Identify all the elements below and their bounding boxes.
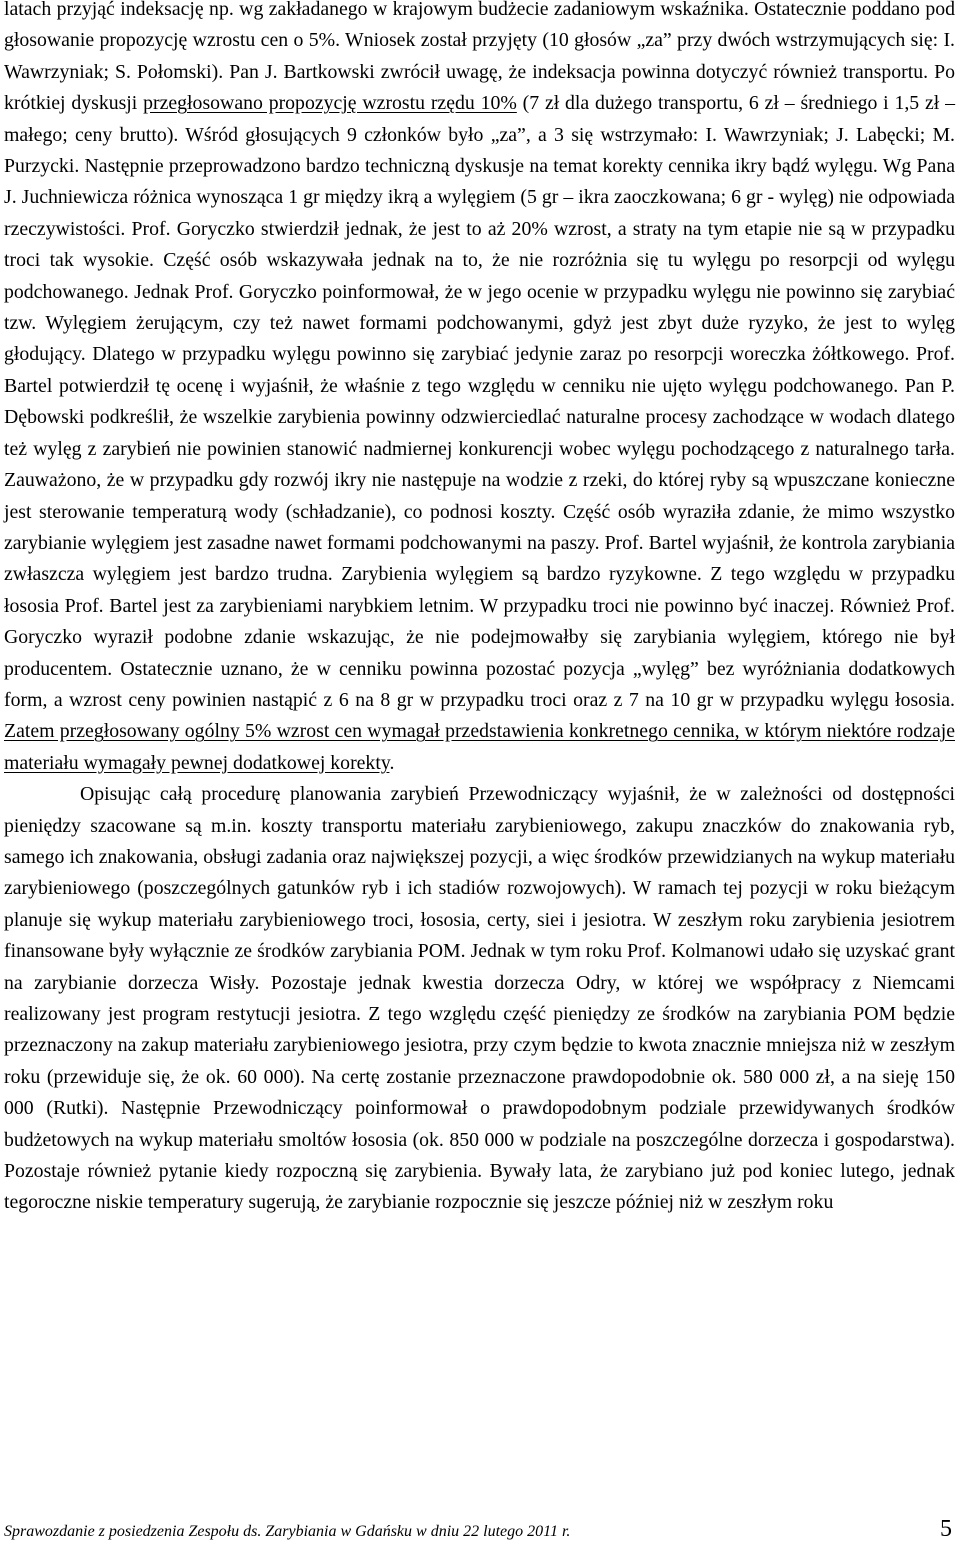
footer-caption: Sprawozdanie z posiedzenia Zespołu ds. Zarybiania w Gdańsku w dniu 22 lutego 2011 r.: [4, 1523, 571, 1540]
paragraph-1: [4, 0, 955, 779]
underlined-conclusion: Zatem przegłosowany ogólny 5% wzrost cen wymagał przedstawienia konkretnego cennika, w którym niektóre rodzaje materiału wymagały pewnej dodatkowej korekty: [4, 720, 955, 774]
underlined-vote-result: przegłosowano propozycję wzrostu rzędu 10%: [143, 92, 517, 115]
paragraph-2: Opisując całą procedurę planowania zarybień Przewodniczący wyjaśnił, że w zależności od dostępności pieniędzy szacowane są m.in. koszty transportu materiału zarybieniowego, zakupu znaczków do znakowania ryb, samego ich znakowania, obsługi zadania oraz największej pozycji, a więc środków przewidzianych na wykup materiału zarybieniowego (poszczególnych gatunków ryb i ich stadiów rozwojowych). W ramach tej pozycji w roku bieżącym planuje się wykup materiału zarybieniowego troci, łososia, certy, siei i jesiotra. W zeszłym roku zarybienia jesiotrem finansowane były wyłącznie ze środków zarybiania POM. Jednak w tym roku Prof. Kolmanowi udało się uzyskać grant na zarybianie dorzecza Wisły. Pozostaje jednak kwestia dorzecza Odry, w której we współpracy z Niemcami realizowany jest program restytucji jesiotra. Z tego względu część pieniędzy ze środków na zarybiania POM będzie przeznaczony na zakup materiału zarybieniowego jesiotra, przy czym będzie to kwota znacznie mniejsza niż w zeszłym roku (przewiduje się, że ok. 60 000). Na certę zostanie przeznaczone prawdopodobnie ok. 580 000 zł, a na sieję 150 000 (Rutki). Następnie Przewodniczący poinformował o prawdopodobnym podziale przewidywanych środków budżetowych na wykup materiału smoltów łososia (ok. 850 000 w podziale na poszczególne dorzecza i gospodarstwa). Pozostaje również pytanie kiedy rozpoczną się zarybienia. Bywały lata, że zarybiano już pod koniec lutego, jednak tegoroczne niskie temperatury sugerują, że zarybianie rozpocznie się jeszcze później niż w zeszłym roku: [4, 783, 955, 1214]
page-footer: [4, 1516, 952, 1546]
paragraph-1-text-a: latach przyjąć indeksację np. wg zakładanego w krajowym budżecie zadaniowym wskaźnika. Ostatecznie poddano pod głosowanie propozycję wzrostu cen o 5%. Wniosek został przyjęty (10 głosów „za” przy dwóch wstrzymujących się: I. Wawrzyniak; S. Połomski). Pan J. Bartkowski zwrócił uwagę, że indeksacja powinna dotyczyć również transportu. Po krótkiej dyskusji: [4, 0, 955, 115]
page-number: 5: [940, 1516, 952, 1542]
paragraph-1-text-b: (7 zł dla dużego transportu, 6 zł – średniego i 1,5 zł – małego; ceny brutto). Wśród głosujących 9 członków było „za”, a 3 się wstrzymało: I. Wawrzyniak; J. Labęcki; M. Purzycki. Następnie przeprowadzono bardzo techniczną dyskusje na temat korekty cennika ikry bądź wylęgu. Wg Pana J. Juchniewicza różnica wynosząca 1 gr między ikrą a wylęgiem (5 gr – ikra zaoczkowana; 6 gr - wylęg) nie odpowiada rzeczywistości. Prof. Goryczko stwierdził jednak, że jest to aż 20% wzrost, a straty na tym etapie nie są w przypadku troci tak wysokie. Część osób wskazywała jednak na to, że nie rozróżnia się tu wylęgu po resorpcji od wylęgu podchowanego. Jednak Prof. Goryczko poinformował, że w jego ocenie w przypadku wylęgu nie powinno się zarybiać tzw. Wylęgiem żerującym, czy też nawet formami podchowanymi, gdyż jest zbyt duże ryzyko, że jest to wylęg głodujący. Dlatego w przypadku wylęgu powinno się zarybiać jedynie zaraz po resorpcji woreczka żółtkowego. Prof. Bartel potwierdził tę ocenę i wyjaśnił, że właśnie z tego względu w cenniku nie ujęto wylęgu podchowanego. Pan P. Dębowski podkreślił, że wszelkie zarybienia powinny odzwierciedlać naturalne procesy zachodzące w wodach dlatego też wylęg z zarybień nie powinien stanowić nadmiernej konkurencji wobec wylęgu pochodzącego z naturalnego tarła. Zauważono, że w przypadku gdy rozwój ikry nie następuje na wodzie z rzeki, do której ryby są wpuszczane konieczne jest sterowanie temperaturą wody (schładzanie), co podnosi koszty. Część osób wyraziła zdanie, że mimo wszystko zarybianie wylęgiem jest zasadne nawet formami podchowanymi na paszy. Prof. Bartel wyjaśnił, że kontrola zarybiania zwłaszcza wylęgiem jest bardzo trudna. Zarybienia wylęgiem są bardzo ryzykowne. Z tego względu w przypadku łososia Prof. Bartel jest za zarybieniami narybkiem letnim. W przypadku troci nie powinno być inaczej. Również Prof. Goryczko wyraził podobne zdanie wskazując, że nie podejmowałby się zarybiania wylęgiem, którego nie był producentem. Ostatecznie uznano, że w cenniku powinna pozostać pozycja „wylęg” bez wyróżniania dodatkowych form, a wzrost ceny powinien nastąpić z 6 na 8 gr w przypadku troci oraz z 7 na 10 gr w przypadku wylęgu łososia.: [4, 92, 955, 711]
document-body: [4, 0, 955, 1219]
paragraph-1-text-c: .: [389, 751, 395, 774]
